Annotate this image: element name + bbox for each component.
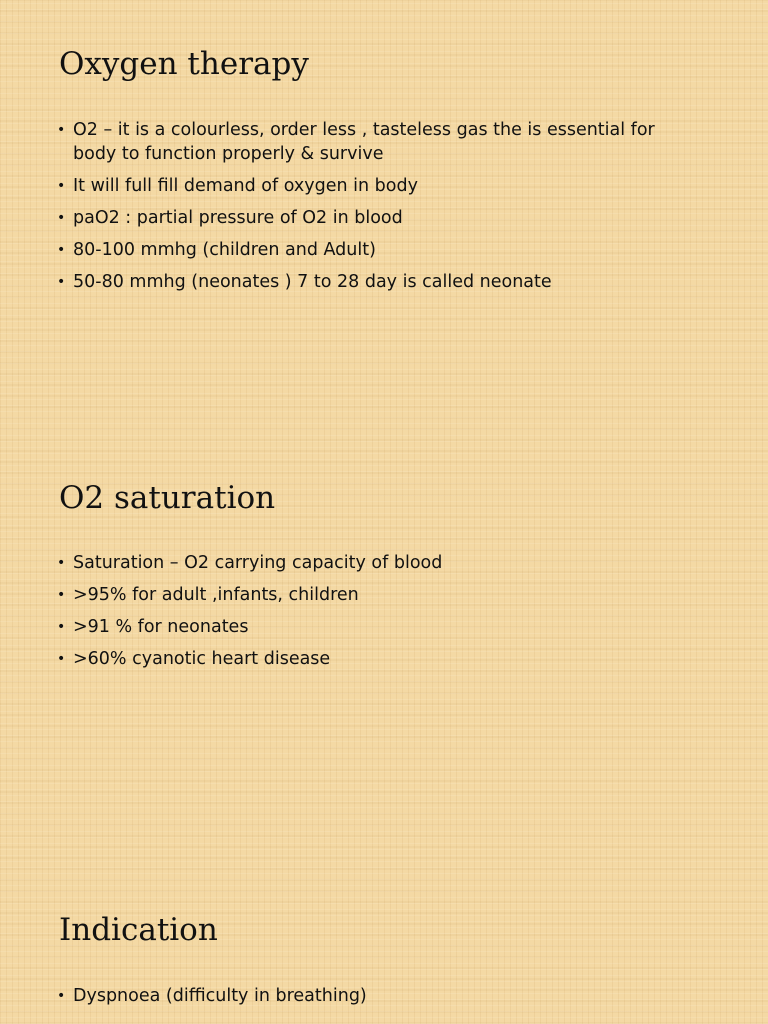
list-item (57, 647, 697, 671)
bullet-icon: • (57, 619, 66, 635)
slide-title: Indication (59, 912, 218, 948)
list-item-text: paO2 : partial pressure of O2 in blood (73, 208, 403, 228)
list-item (57, 583, 697, 607)
list-item (57, 551, 697, 575)
bullet-icon: • (57, 210, 66, 226)
list-item-text: >91 % for neonates (73, 617, 249, 637)
list-item (57, 615, 697, 639)
list-item (57, 238, 697, 262)
bullet-icon: • (57, 988, 66, 1004)
list-item-text: >95% for adult ,infants, children (73, 585, 359, 605)
list-item-text: Dyspnoea (difficulty in breathing) (73, 986, 367, 1006)
list-item (57, 174, 697, 198)
slide-indication (0, 864, 768, 1024)
slide-o2-saturation (0, 432, 768, 864)
bullet-icon: • (57, 555, 66, 571)
bullet-icon: • (57, 587, 66, 603)
list-item-text: O2 – it is a colourless, order less , tasteless gas the is essential for body to function properly & survive (73, 120, 655, 164)
bullet-icon: • (57, 122, 66, 138)
list-item (57, 270, 697, 294)
list-item (57, 206, 697, 230)
slide-title: O2 saturation (59, 480, 276, 516)
list-item-text: 80-100 mmhg (children and Adult) (73, 240, 376, 260)
bullet-icon: • (57, 274, 66, 290)
bullet-icon: • (57, 651, 66, 667)
bullet-list (57, 984, 697, 1016)
slide-title: Oxygen therapy (59, 46, 309, 82)
list-item-text: 50-80 mmhg (neonates ) 7 to 28 day is called neonate (73, 272, 552, 292)
bullet-list (57, 551, 697, 679)
slide-oxygen-therapy (0, 0, 768, 432)
bullet-icon: • (57, 242, 66, 258)
list-item (57, 118, 697, 166)
list-item-text: >60% cyanotic heart disease (73, 649, 331, 669)
bullet-icon: • (57, 178, 66, 194)
list-item (57, 984, 697, 1008)
bullet-list (57, 118, 697, 302)
list-item-text: Saturation – O2 carrying capacity of blood (73, 553, 443, 573)
list-item-text: It will full fill demand of oxygen in body (73, 176, 418, 196)
